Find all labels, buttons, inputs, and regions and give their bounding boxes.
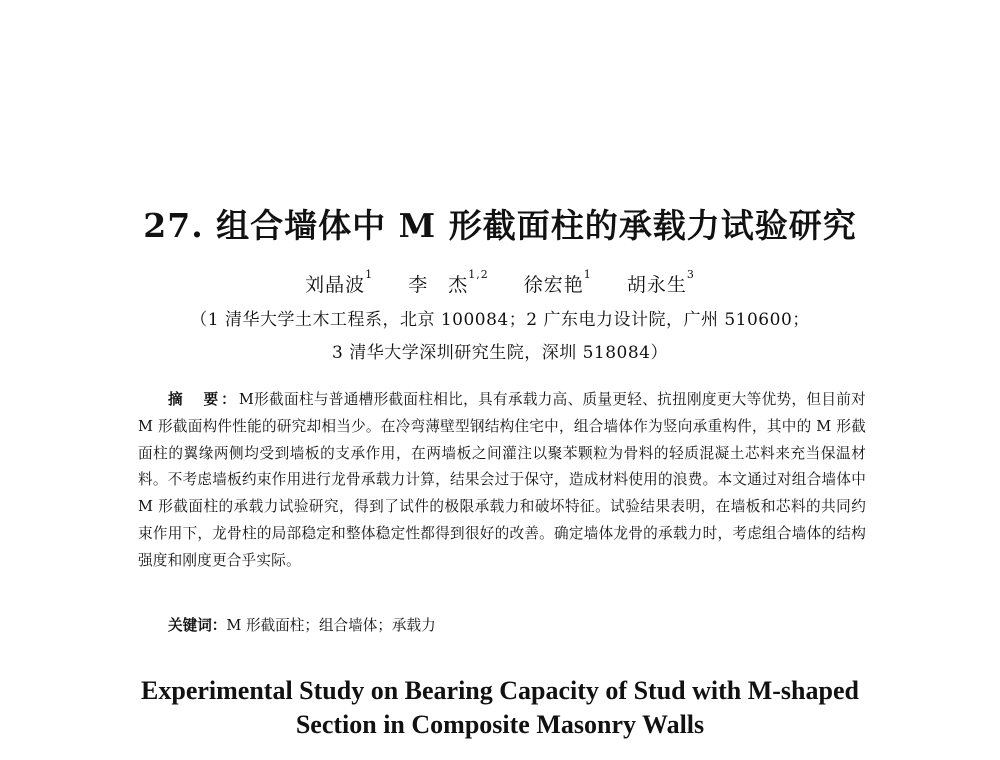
author-name: 胡永生	[626, 274, 687, 296]
author-affiliation-mark: 3	[686, 268, 695, 281]
keywords-text: M 形截面柱；组合墙体；承载力	[226, 617, 436, 634]
affiliation-line-2: 3 清华大学深圳研究生院，深圳 518084）	[331, 343, 669, 363]
author-affiliation-mark: 1	[583, 268, 592, 281]
author-name: 徐宏艳	[523, 274, 584, 296]
author	[305, 268, 374, 296]
author	[626, 268, 695, 296]
author-affiliation-mark: 1,2	[468, 268, 489, 281]
abstract-label: 摘 要：	[168, 391, 239, 408]
chinese-title: 27. 组合墙体中 M 形截面柱的承载力试验研究	[143, 206, 857, 245]
author	[523, 268, 592, 296]
author-name: 刘晶波	[305, 274, 366, 296]
english-title-line-1: Experimental Study on Bearing Capacity of Stud with M-shaped	[141, 676, 859, 705]
abstract	[138, 387, 866, 575]
author-list	[0, 270, 1000, 297]
author	[408, 268, 489, 296]
abstract-text: M形截面柱与普通槽形截面柱相比，具有承载力高、质量更轻、抗扭刚度更大等优势，但目前对 M 形截面构件性能的研究却相当少。在冷弯薄壁型钢结构住宅中，组合墙体作为竖向承重构件，其中的 M 形截面柱的翼缘两侧均受到墙板的支承作用，在两墙板之间灌注以聚苯颗粒为骨料的轻质混凝土芯料来充当保温材料。不考虑墙板约束作用进行龙骨承载力计算，结果会过于保守，造成材料使用的浪费。本文通过对组合墙体中 M 形截面柱的承载力试验研究，得到了试件的极限承载力和破坏特征。试验结果表明，在墙板和芯料的共同约束作用下，龙骨柱的局部稳定和整体稳定性都得到很好的改善。确定墙体龙骨的承载力时，考虑组合墙体的结构强度和刚度更合乎实际。	[138, 391, 866, 569]
english-title-line-2: Section in Composite Masonry Walls	[295, 710, 705, 739]
author-name: 李 杰	[408, 274, 469, 296]
keywords-label: 关键词：	[168, 617, 227, 634]
affiliation-line-1: （1 清华大学土木工程系，北京 100084；2 广东电力设计院，广州 510600；	[190, 310, 810, 330]
author-affiliation-mark: 1	[365, 268, 374, 281]
keywords	[168, 614, 436, 635]
english-title	[0, 674, 1000, 742]
